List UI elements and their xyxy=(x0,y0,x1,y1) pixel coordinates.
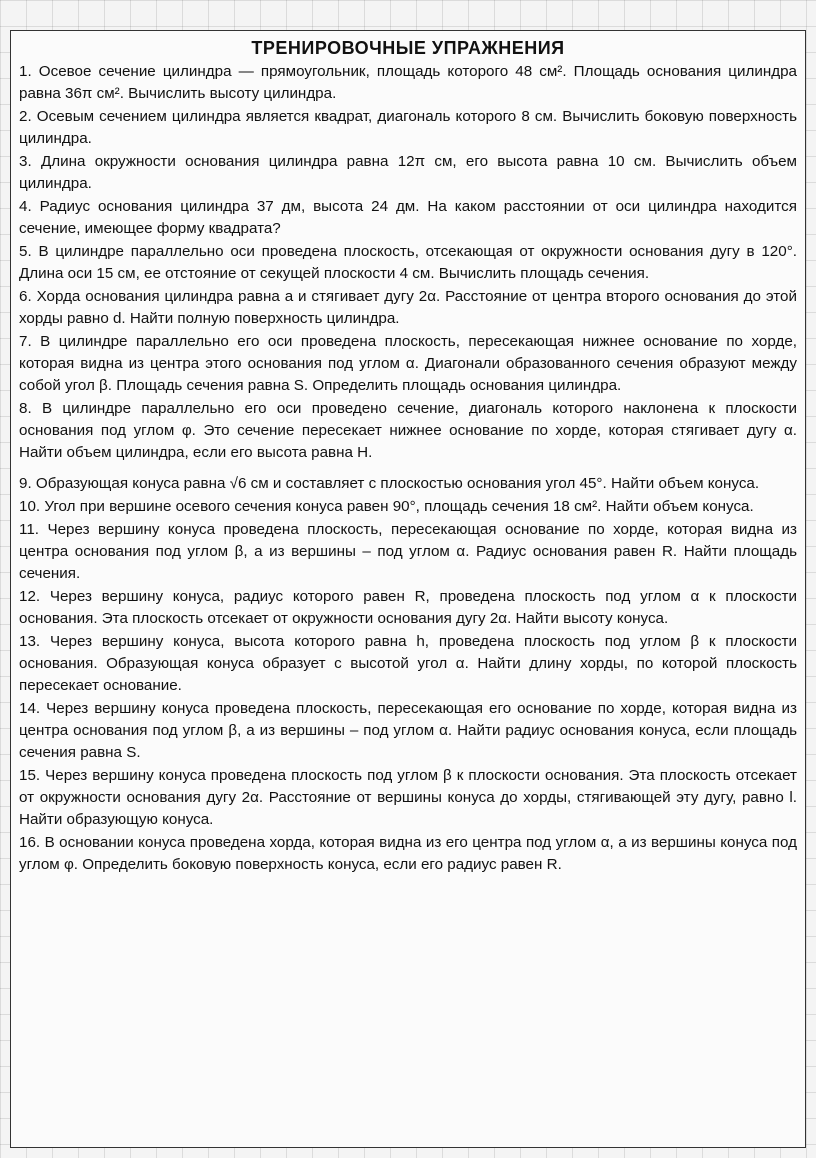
problem-15 xyxy=(19,765,797,832)
problem-number: 2. xyxy=(19,108,32,125)
problem-number: 12. xyxy=(19,588,41,605)
problem-number: 14. xyxy=(19,700,41,717)
problem-4 xyxy=(19,196,797,241)
problem-number: 11. xyxy=(19,521,39,538)
problem-16 xyxy=(19,832,797,877)
problem-13 xyxy=(19,631,797,698)
problem-number: 10. xyxy=(19,498,41,515)
problem-text: Через вершину конуса проведена плоскость под углом β к плоскости основания. Эта плоскость отсекает от окружности основания дугу 2α. Расстояние от вершины конуса до хорды, стягивающей эту дугу, равно l. Найти образующую конуса. xyxy=(19,767,797,828)
problem-number: 4. xyxy=(19,198,32,215)
problem-12 xyxy=(19,586,797,631)
problem-text: Осевым сечением цилиндра является квадрат, диагональ которого 8 см. Вычислить боковую поверхность цилиндра. xyxy=(19,108,797,147)
problem-number: 1. xyxy=(19,63,32,80)
problem-2 xyxy=(19,106,797,151)
problem-1 xyxy=(19,61,797,106)
problem-8 xyxy=(19,398,797,465)
problem-text: Радиус основания цилиндра 37 дм, высота 24 дм. На каком расстоянии от оси цилиндра находится сечение, имеющее форму квадрата? xyxy=(19,198,797,237)
problem-6 xyxy=(19,286,797,331)
problem-text: Хорда основания цилиндра равна a и стягивает дугу 2α. Расстояние от центра второго основания до этой хорды равно d. Найти полную поверхность цилиндра. xyxy=(19,288,797,327)
problem-text: В цилиндре параллельно оси проведена плоскость, отсекающая от окружности основания дугу в 120°. Длина оси 15 см, ее отстояние от секущей плоскости 4 см. Вычислить площадь сечения. xyxy=(19,243,797,282)
problem-9 xyxy=(19,473,797,496)
problem-number: 3. xyxy=(19,153,32,170)
problem-text: Угол при вершине осевого сечения конуса равен 90°, площадь сечения 18 см². Найти объем конуса. xyxy=(44,498,754,515)
problem-text: Длина окружности основания цилиндра равна 12π см, его высота равна 10 см. Вычислить объем цилиндра. xyxy=(19,153,797,192)
problem-text: В цилиндре параллельно его оси проведено сечение, диагональ которого наклонена к плоскости основания под углом φ. Это сечение пересекает нижнее основание по хорде, которая стягивает дугу α. Найти объем цилиндра, если его высота равна H. xyxy=(19,400,797,461)
problem-number: 13. xyxy=(19,633,41,650)
problem-text: Через вершину конуса проведена плоскость, пересекающая основание по хорде, которая видна из центра основания под углом β, а из вершины – под углом α. Радиус основания равен R. Найти площадь сечения. xyxy=(19,521,797,582)
exercise-sheet xyxy=(10,30,806,1148)
problem-number: 15. xyxy=(19,767,41,784)
problem-text: В основании конуса проведена хорда, которая видна из его центра под углом α, а из вершины конуса под углом φ. Определить боковую поверхность конуса, если его радиус равен R. xyxy=(19,834,797,873)
problem-3 xyxy=(19,151,797,196)
problem-text: Осевое сечение цилиндра — прямоугольник, площадь которого 48 см². Площадь основания цилиндра равна 36π см². Вычислить высоту цилиндра. xyxy=(19,63,797,102)
problem-14 xyxy=(19,698,797,765)
problem-7 xyxy=(19,331,797,398)
problem-number: 16. xyxy=(19,834,41,851)
problem-text: Образующая конуса равна √6 см и составляет с плоскостью основания угол 45°. Найти объем конуса. xyxy=(35,475,760,492)
problem-5 xyxy=(19,241,797,286)
problem-number: 6. xyxy=(19,288,32,305)
problem-text: Через вершину конуса, высота которого равна h, проведена плоскость под углом β к плоскости основания. Образующая конуса образует с высотой угол α. Найти длину хорды, по которой плоскость пересекает основание. xyxy=(19,633,797,694)
problem-text: Через вершину конуса проведена плоскость, пересекающая его основание по хорде, которая видна из центра основания под углом β, а из вершины – под углом α. Найти радиус основания конуса, если площадь сечения равна S. xyxy=(19,700,797,761)
problem-number: 7. xyxy=(19,333,32,350)
problem-number: 8. xyxy=(19,400,32,417)
problem-number: 5. xyxy=(19,243,32,260)
problem-11 xyxy=(19,519,797,586)
problem-10 xyxy=(19,496,797,519)
problem-number: 9. xyxy=(19,475,32,492)
problem-text: В цилиндре параллельно его оси проведена плоскость, пересекающая нижнее основание по хорде, которая видна из центра этого основания под углом α. Диагонали образованного сечения образуют между собой угол β. Площадь сечения равна S. Определить площадь основания цилиндра. xyxy=(19,333,797,394)
problem-text: Через вершину конуса, радиус которого равен R, проведена плоскость под углом α к плоскости основания. Эта плоскость отсекает от окружности основания дугу 2α. Найти высоту конуса. xyxy=(19,588,797,627)
page-title: ТРЕНИРОВОЧНЫЕ УПРАЖНЕНИЯ xyxy=(251,38,565,58)
